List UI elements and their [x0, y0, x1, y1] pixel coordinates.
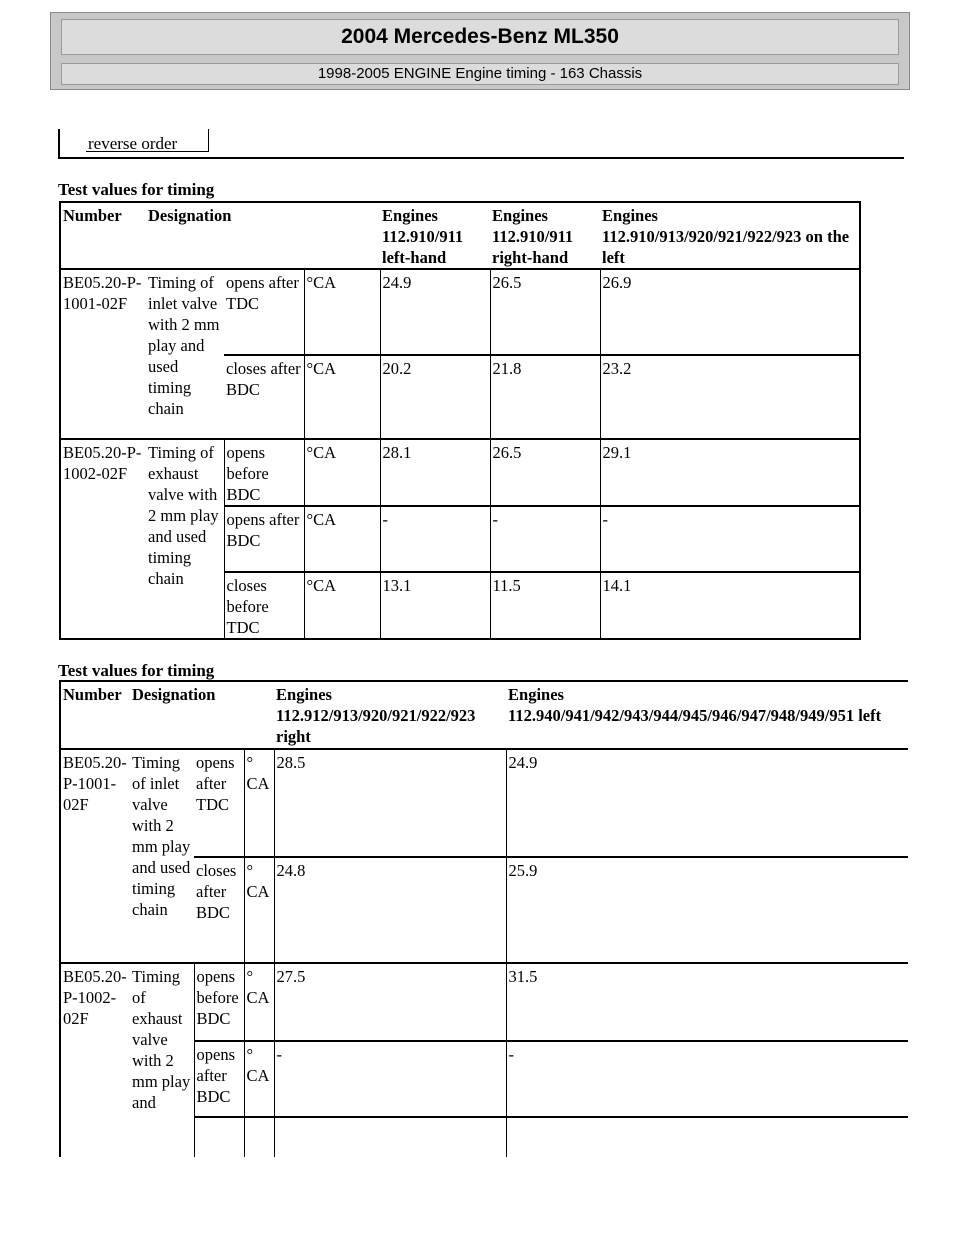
table-row — [60, 269, 860, 355]
fragment-text: reverse order — [88, 134, 178, 153]
row-value-2: 11.5 — [490, 572, 600, 639]
fragment-left-border — [58, 129, 60, 158]
timing-table-1 — [59, 201, 861, 640]
row-value-2: 26.5 — [490, 439, 600, 506]
row-unit: °CA — [304, 439, 380, 506]
row-event: opens before BDC — [224, 439, 304, 506]
row-value-3: 23.2 — [600, 355, 860, 439]
table2-header-number: Number — [60, 681, 130, 749]
row-unit: ° CA — [244, 963, 274, 1041]
row-event — [194, 1117, 244, 1157]
row-value-2: - — [506, 1041, 908, 1117]
row-value-2 — [506, 1117, 908, 1157]
table1-header-number: Number — [60, 202, 146, 269]
row-value-1: 28.1 — [380, 439, 490, 506]
row-event: opens after BDC — [194, 1041, 244, 1117]
row-value-2: 21.8 — [490, 355, 600, 439]
table2-heading: Test values for timing — [58, 661, 215, 680]
row-designation: Timing of inlet valve with 2 mm play and used timing chain — [132, 753, 191, 919]
row-value-3: 26.9 — [600, 269, 860, 355]
row-value-2: - — [490, 506, 600, 572]
row-event: opens after TDC — [226, 273, 299, 313]
row-value-1: - — [274, 1041, 506, 1117]
row-number: BE05.20-P-1001-02F — [63, 273, 142, 313]
table1-header-col1: Engines 112.910/911 left-hand — [380, 202, 490, 269]
table1-header-col2: Engines 112.910/911 right-hand — [490, 202, 600, 269]
row-value-2: 26.5 — [490, 269, 600, 355]
table1-header-row — [60, 202, 860, 269]
row-number: BE05.20-P-1002-02F — [60, 963, 130, 1157]
row-unit: ° CA — [244, 749, 274, 857]
row-event: opens after BDC — [224, 506, 304, 572]
row-unit: ° CA — [244, 857, 274, 963]
row-value-2: 24.9 — [506, 749, 908, 857]
row-designation: Timing of inlet valve with 2 mm play and used timing chain — [148, 273, 220, 418]
row-value-1: 20.2 — [380, 355, 490, 439]
manual-title: 2004 Mercedes-Benz ML350 — [61, 19, 899, 55]
table1-heading: Test values for timing — [58, 180, 215, 199]
row-unit: ° CA — [244, 1041, 274, 1117]
table1-header-designation: Designation — [146, 202, 380, 269]
row-value-3: 29.1 — [600, 439, 860, 506]
table-row — [60, 439, 860, 506]
previous-table-fragment — [58, 129, 904, 159]
row-number: BE05.20-P-1001-02F — [63, 753, 127, 814]
timing-table-2 — [59, 680, 908, 1157]
row-value-3: 14.1 — [600, 572, 860, 639]
row-event: closes after BDC — [224, 355, 304, 439]
table-row — [60, 749, 908, 857]
table2-header-row — [60, 681, 908, 749]
table2-header-col1: Engines 112.912/913/920/921/922/923 right — [274, 681, 506, 749]
table1-header-col3: Engines 112.910/913/920/921/922/923 on the left — [600, 202, 860, 269]
row-value-1: 28.5 — [274, 749, 506, 857]
row-event: opens after TDC — [196, 753, 235, 814]
row-designation: Timing of exhaust valve with 2 mm play and — [130, 963, 194, 1157]
table-row — [60, 963, 908, 1041]
row-value-1: 24.9 — [380, 269, 490, 355]
table2-header-designation: Designation — [130, 681, 274, 749]
row-unit: °CA — [304, 506, 380, 572]
row-number: BE05.20-P-1002-02F — [60, 439, 146, 639]
table2-header-col2: Engines 112.940/941/942/943/944/945/946/947/948/949/951 left — [506, 681, 908, 749]
row-value-3: - — [600, 506, 860, 572]
fragment-cell-border — [208, 129, 209, 152]
manual-subtitle: 1998-2005 ENGINE Engine timing - 163 Chassis — [61, 63, 899, 85]
row-value-2: 25.9 — [506, 857, 908, 963]
row-unit: °CA — [304, 355, 380, 439]
fragment-bottom-border — [58, 157, 904, 159]
row-designation: Timing of exhaust valve with 2 mm play and used timing chain — [146, 439, 224, 639]
row-value-1: 27.5 — [274, 963, 506, 1041]
row-value-1: 24.8 — [274, 857, 506, 963]
row-event: closes before TDC — [224, 572, 304, 639]
row-value-1: - — [380, 506, 490, 572]
row-event: closes after BDC — [194, 857, 244, 963]
row-value-1 — [274, 1117, 506, 1157]
row-event: opens before BDC — [194, 963, 244, 1041]
row-unit — [244, 1117, 274, 1157]
row-unit: °CA — [304, 572, 380, 639]
row-unit: °CA — [304, 269, 380, 355]
row-value-1: 13.1 — [380, 572, 490, 639]
manual-header — [50, 12, 910, 90]
row-value-2: 31.5 — [506, 963, 908, 1041]
